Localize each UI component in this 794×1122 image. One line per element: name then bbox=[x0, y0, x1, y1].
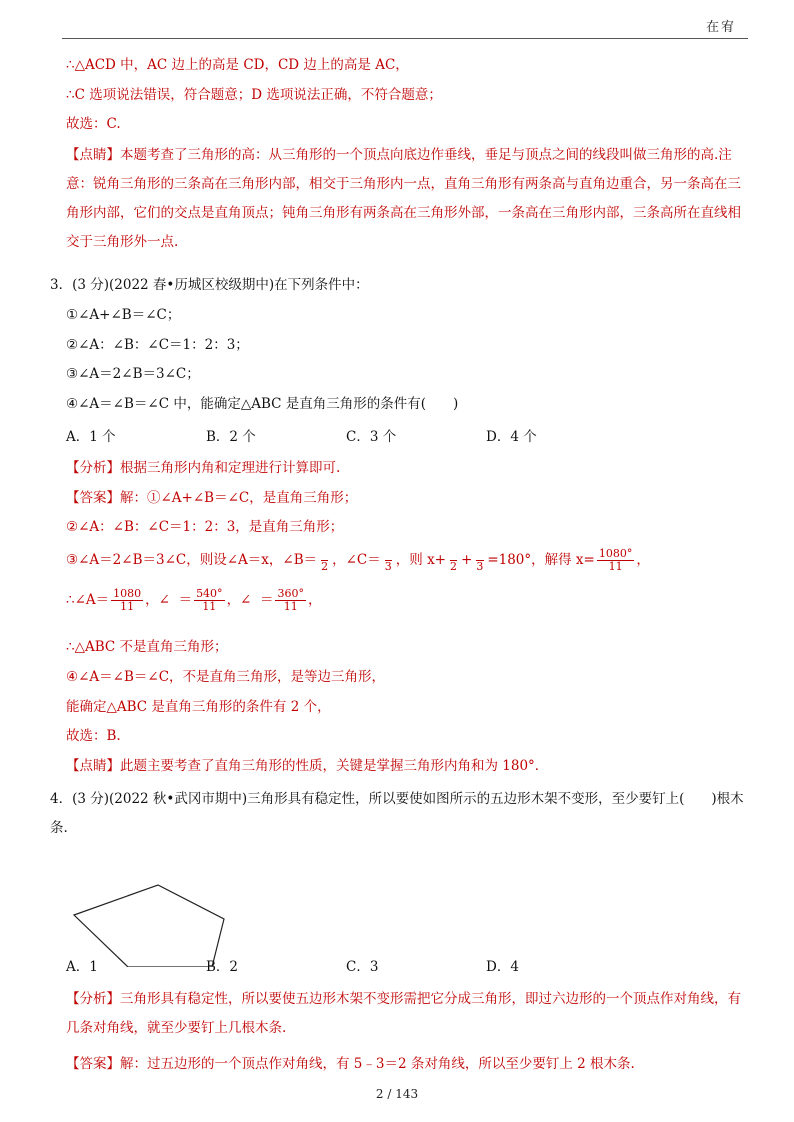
condition-item: ③∠A＝2∠B＝3∠C； bbox=[66, 366, 200, 382]
option-c: C．3 bbox=[346, 959, 379, 975]
answer-line: 能确定△ABC 是直角三角形的条件有 2 个， bbox=[66, 699, 331, 715]
comment-paragraph: 【点睛】本题考查了三角形的高：从三角形的一个顶点向底边作垂线，垂足与顶点之间的线段叫做三角形的高.注意：锐角三角形的三条高在三角形内部，相交于三角形内一点，直角三角形有两条高与直角边重合，另一条高在三角形内部，它们的交点是直角顶点；钝角三角形有两条高在三角形外部，一条高在三角形内部，三条高所在直线相交于三角形外一点. bbox=[66, 147, 741, 250]
solution-line: 故选：C. bbox=[66, 116, 121, 132]
option-b: B．2 个 bbox=[206, 429, 256, 445]
fraction: $\frac{540^\circ}{11}$ bbox=[196, 587, 223, 613]
page-number: 2 / 143 bbox=[375, 1087, 419, 1101]
question-stem: 4．(3 分)(2022 秋•武冈市期中)三角形具有稳定性，所以要使如图所示的五边形木架不变形，至少要钉上( )根木条. bbox=[50, 791, 744, 836]
option-b: B．2 bbox=[206, 959, 239, 975]
question-stem: 3．(3 分)(2022 春•历城区校级期中)在下列条件中： bbox=[50, 277, 369, 293]
header-divider bbox=[62, 38, 748, 39]
answer-line: ②∠A：∠B：∠C＝1：2：3，是直角三角形； bbox=[66, 519, 344, 535]
comment-line: 【点睛】此题主要考查了直角三角形的性质，关键是掌握三角形内角和为 180°． bbox=[66, 758, 549, 774]
solution-line: ∴△ACD 中，AC 边上的高是 CD，CD 边上的高是 AC， bbox=[66, 57, 409, 73]
condition-item: ①∠A+∠B＝∠C； bbox=[66, 307, 181, 323]
condition-item: ④∠A＝∠B＝∠C 中，能确定△ABC 是直角三角形的条件有( ) bbox=[66, 396, 459, 412]
answer-line: ∴△ABC 不是直角三角形； bbox=[66, 639, 228, 655]
condition-item: ②∠A：∠B：∠C＝1：2：3； bbox=[66, 337, 249, 353]
answer-line-equation: ∴∠A＝ $\frac{1080}{11}$ ，∠ ＝ $\frac{540^\circ}{11}$ ，∠ ＝ $\frac{360^\circ}{11}$ ， bbox=[66, 587, 322, 613]
solution-line: ∴C 选项说法错误，符合题意；D 选项说法正确，不符合题意； bbox=[66, 87, 442, 103]
answer-line: 故选：B. bbox=[66, 728, 121, 744]
analysis-line: 【分析】根据三角形内角和定理进行计算即可. bbox=[66, 460, 341, 476]
answer-line: 【答案】解：过五边形的一个顶点作对角线，有 5﹣3＝2 条对角线，所以至少要钉上 2 根木条. bbox=[66, 1056, 635, 1072]
answer-line: 【答案】解：①∠A+∠B＝∠C，是直角三角形； bbox=[66, 490, 358, 506]
option-d: D．4 bbox=[486, 959, 519, 975]
option-d: D．4 个 bbox=[486, 429, 537, 445]
answer-options bbox=[66, 958, 626, 976]
header-text: 在宥 bbox=[705, 20, 736, 35]
fraction: 3 bbox=[383, 548, 394, 573]
option-a: A．1 bbox=[66, 959, 98, 975]
answer-options bbox=[66, 428, 626, 446]
option-c: C．3 个 bbox=[346, 429, 397, 445]
fraction: 3 bbox=[474, 548, 485, 573]
fraction: $\frac{1080}{11}$ bbox=[113, 587, 142, 613]
answer-line-equation: ③∠A＝2∠B＝3∠C，则设∠A＝x，∠B＝ 2 ，∠C＝ 3 ，则 x+ 2 + 3 =180°，解得 x= $\frac{1080^\circ}{11}$ ， bbox=[66, 547, 650, 573]
answer-line: ④∠A＝∠B＝∠C，不是直角三角形，是等边三角形， bbox=[66, 669, 386, 685]
analysis-paragraph: 【分析】三角形具有稳定性，所以要使五边形木架不变形需把它分成三角形，即过六边形的一个顶点作对角线，有几条对角线，就至少要钉上几根木条. bbox=[66, 991, 741, 1036]
fraction: 2 bbox=[448, 548, 459, 573]
fraction: 2 bbox=[319, 548, 330, 573]
fraction: $\frac{1080^\circ}{11}$ bbox=[598, 547, 633, 573]
fraction: $\frac{360^\circ}{11}$ bbox=[277, 587, 304, 613]
pentagon-figure bbox=[66, 877, 266, 967]
option-a: A．1 个 bbox=[66, 429, 116, 445]
